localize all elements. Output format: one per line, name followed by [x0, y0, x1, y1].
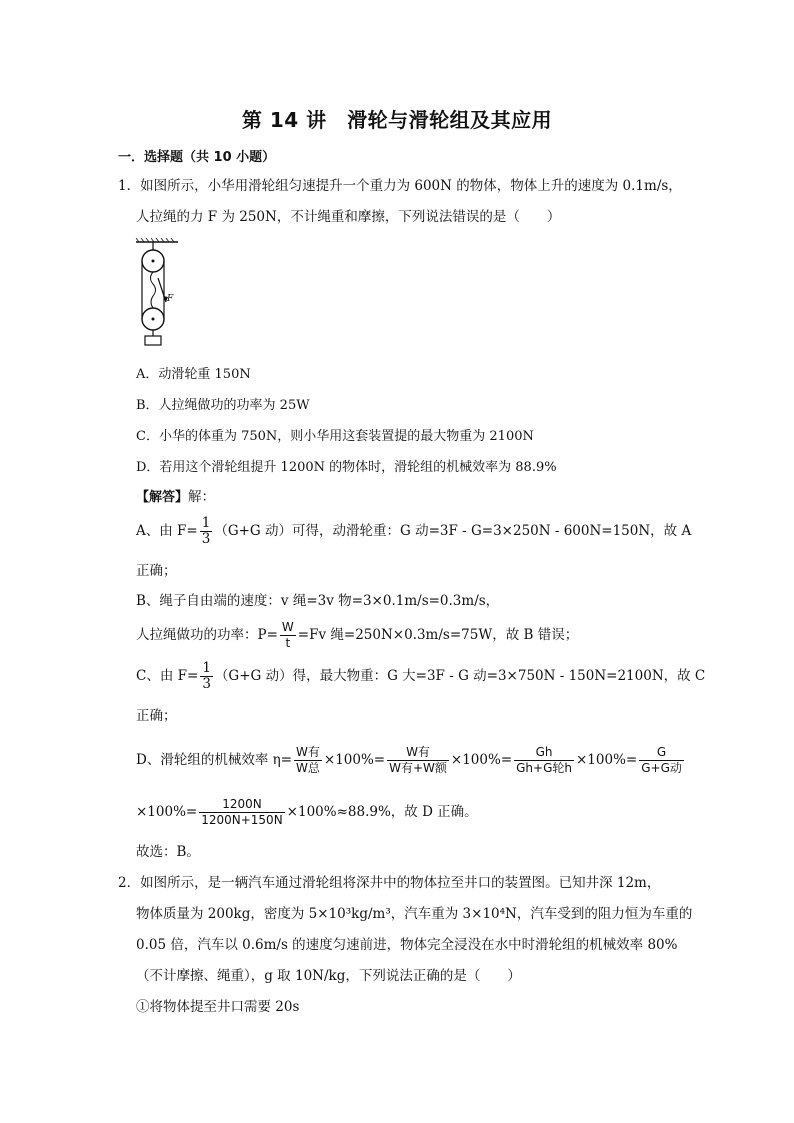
- q2-stem-line4: （不计摩擦、绳重），g 取 10N/kg，下列说法正确的是（ ）: [136, 968, 521, 984]
- fraction-denominator: Gh+G轮h: [516, 761, 572, 775]
- q1-option-b: B．人拉绳做功的功率为 25W: [136, 398, 310, 413]
- q1-option-a: A．动滑轮重 150N: [136, 367, 251, 382]
- fraction-one-third: [200, 516, 213, 547]
- solution-b-prefix: 人拉绳做功的功率：P=: [136, 627, 278, 643]
- fraction-numerator: W有: [296, 745, 320, 759]
- solution-c-line1: [136, 661, 705, 692]
- q1-option-d: D．若用这个滑轮组提升 1200N 的物体时，滑轮组的机械效率为 88.9%: [136, 460, 557, 475]
- q2-stem-line1: 2．如图所示，是一辆汽车通过滑轮组将深井中的物体拉至井口的装置图。已知井深 12m，: [118, 875, 661, 891]
- solution-a-line2: 正确；: [136, 563, 177, 579]
- fraction-numerator: 1200N: [199, 797, 284, 813]
- fraction-numerator: 1: [202, 660, 211, 676]
- fraction-numerator: W: [281, 620, 294, 634]
- solution-d-line2: [136, 797, 478, 828]
- q2-stem-line3: 0.05 倍，汽车以 0.6m/s 的速度匀速前进，物体完全浸没在水中时滑轮组的机械效率 80%: [136, 937, 678, 953]
- q2-statement-1: ①将物体提至井口需要 20s: [136, 999, 300, 1015]
- solution-b-line2: [136, 620, 578, 651]
- fraction-efficiency-1: [294, 745, 322, 776]
- solution-d-text: ×100%≈88.9%，故 D 正确。: [286, 804, 478, 820]
- fraction-numerator: G: [639, 745, 684, 761]
- force-label: F: [167, 294, 174, 304]
- solution-a-text: （G+G 动）可得，动滑轮重：G 动=3F - G=3×250N - 600N=150N，故 A: [214, 523, 692, 539]
- times-100: ×100%=: [450, 752, 513, 768]
- fraction-denominator: 1200N+150N: [201, 813, 283, 827]
- solution-c-line2: 正确；: [136, 708, 177, 724]
- pulley-system-figure: [134, 238, 182, 346]
- q1-option-c: C．小华的体重为 750N，则小华用这套装置提的最大物重为 2100N: [136, 429, 534, 444]
- solution-c-text: （G+G 动）得，最大物重：G 大=3F - G 动=3×750N - 150N=2100N，故 C: [214, 668, 706, 684]
- q2-stem-line2: 物体质量为 200kg，密度为 5×10³kg/m³，汽车重为 3×10⁴N，汽车受到的阻力恒为车重的: [136, 906, 693, 922]
- solution-b-text: =Fv 绳=250N×0.3m/s=75W，故 B 错误；: [297, 627, 579, 643]
- final-choice: 故选：B。: [136, 844, 200, 860]
- fraction-denominator: 3: [202, 676, 211, 692]
- solution-b-line1: B、绳子自由端的速度：v 绳=3v 物=3×0.1m/s=0.3m/s，: [136, 593, 500, 609]
- answer-tag: 【解答】: [136, 490, 189, 505]
- answer-intro: 解：: [188, 489, 216, 505]
- load-block: [145, 336, 161, 345]
- fraction-efficiency-2: [387, 745, 449, 776]
- fraction-one-third: [200, 661, 213, 692]
- answer-heading: [136, 487, 215, 508]
- solution-a-line1: [136, 516, 691, 547]
- q1-stem-line1: 1．如图所示，小华用滑轮组匀速提升一个重力为 600N 的物体，物体上升的速度为 0.1m/s，: [118, 178, 682, 194]
- fraction-denominator: 3: [201, 531, 211, 547]
- solution-c-prefix: C、由 F=: [136, 668, 199, 684]
- times-100: ×100%=: [323, 752, 386, 768]
- fraction-numerator: Gh: [514, 745, 574, 761]
- q1-stem-line2: 人拉绳的力 F 为 250N，不计绳重和摩擦，下列说法错误的是（ ）: [136, 209, 561, 225]
- fraction-efficiency-3: [514, 745, 574, 776]
- solution-d-prefix: D、滑轮组的机械效率 η=: [136, 752, 293, 768]
- solution-d-line2-prefix: ×100%=: [136, 804, 198, 820]
- fraction-denominator: W有+W额: [389, 761, 447, 775]
- page-title: 第 14 讲 滑轮与滑轮组及其应用: [241, 108, 553, 132]
- fraction-denominator: t: [285, 636, 291, 650]
- solution-d-line1: [136, 745, 686, 776]
- fraction-denominator: W总: [296, 761, 320, 775]
- times-100: ×100%=: [576, 752, 638, 768]
- section-heading: 一．选择题（共 10 小题）: [118, 150, 276, 165]
- fraction-denominator: G+G动: [641, 761, 682, 775]
- solution-a-prefix: A、由 F=: [136, 523, 198, 539]
- fraction-numerator: W有: [387, 745, 449, 761]
- fraction-w-over-t: [280, 620, 296, 651]
- fraction-numerator: 1: [201, 515, 211, 531]
- fraction-efficiency-5: [199, 797, 284, 828]
- fraction-efficiency-4: [639, 745, 684, 776]
